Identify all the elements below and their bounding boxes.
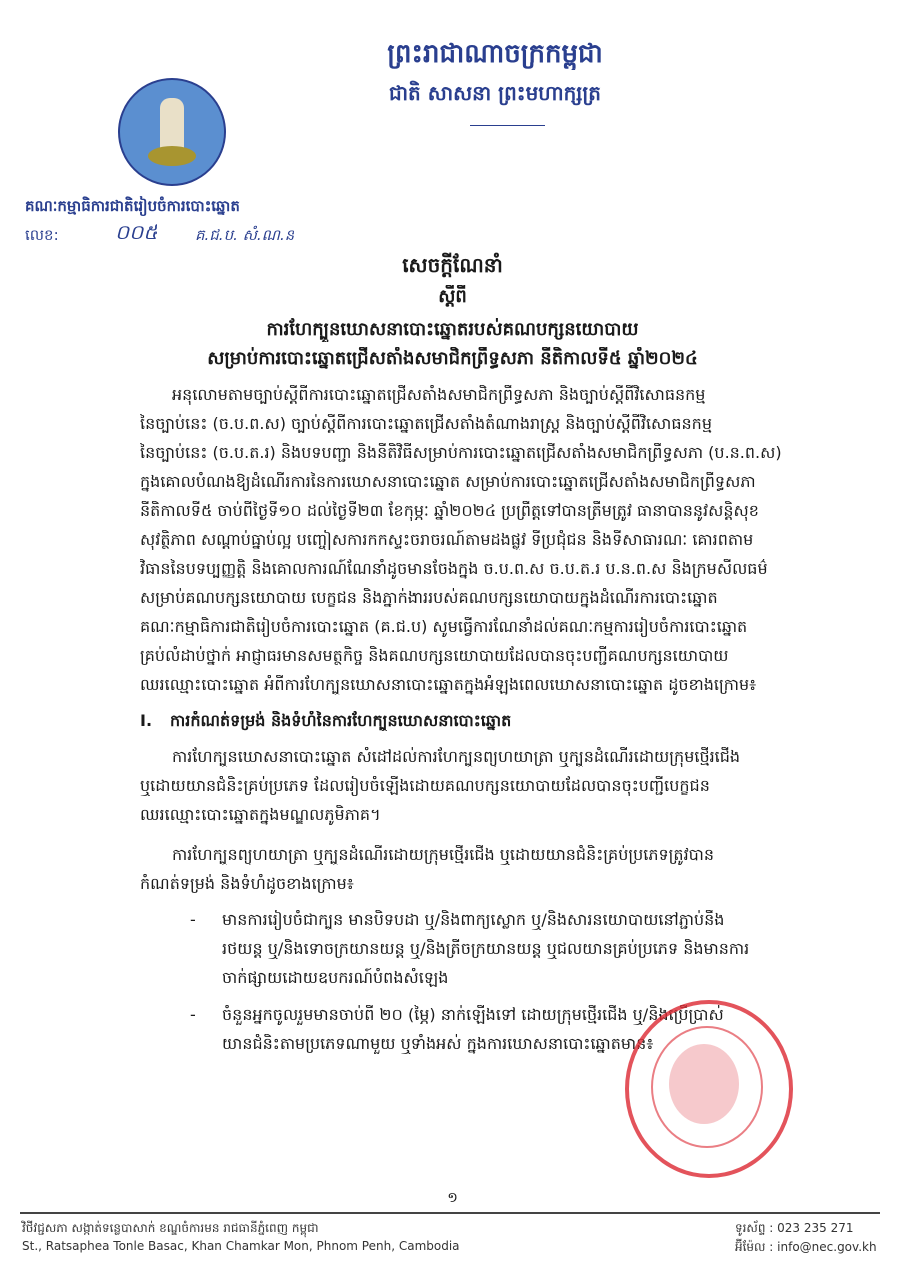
ref-number: ០០៥	[115, 222, 158, 242]
text-line: ការហែក្បួនឃោសនាបោះឆ្នោត សំដៅដល់ការហែក្បួនព្យុហយាត្រា ឬក្បួនដំណើរដោយក្រុមថ្មើរជើង	[172, 747, 741, 766]
doc-about: ស្តីពី	[438, 286, 467, 307]
official-stamp	[625, 1000, 793, 1178]
section-number: I.	[140, 711, 153, 730]
text-line: នៃច្បាប់នេះ (ច.ប.ត.រ) និងបទបញ្ជា និងនីតិវិធីសម្រាប់ការបោះឆ្នោតជ្រើសតាំងសមាជិកព្រឹទ្ធសភា (ប.ន.ព.ស)	[140, 443, 782, 462]
footer-address-kh: វិថីវជ្ជសភា សង្កាត់ទន្លេបាសាក់ ខណ្ឌចំការមន រាជធានីភ្នំពេញ កម្ពុជា	[22, 1221, 319, 1235]
text-line: ក្នុងគោលបំណងឱ្យដំណើរការនៃការឃោសនាបោះឆ្នោត សម្រាប់ការបោះឆ្នោតជ្រើសតាំងសមាជិកព្រឹទ្ធសភា	[140, 472, 756, 491]
doc-subject-2: សម្រាប់ការបោះឆ្នោតជ្រើសតាំងសមាជិកព្រឹទ្ធសភា នីតិកាលទី៥ ឆ្នាំ២០២៤	[207, 348, 698, 369]
text-line: អនុលោមតាមច្បាប់ស្តីពីការបោះឆ្នោតជ្រើសតាំងសមាជិកព្រឹទ្ធសភា និងច្បាប់ស្តីពីវិសោធនកម្ម	[172, 385, 706, 404]
doc-subject-1: ការហែក្បួនឃោសនាបោះឆ្នោតរបស់គណបក្សនយោបាយ	[266, 319, 639, 340]
ornament-divider	[470, 125, 545, 126]
phone-label: ទូរស័ព្ទ :	[735, 1221, 774, 1235]
bullet-line: ចាក់ផ្សាយដោយឧបករណ៍បំពងសំឡេង	[222, 968, 449, 987]
email-link[interactable]: info@nec.gov.kh	[777, 1240, 877, 1254]
bullet-line: មានការរៀបចំជាក្បួន មានបិទបដា ឬ/និងពាក្យស្លោក ឬ/និងសារនយោបាយនៅភ្ជាប់នឹង	[222, 910, 725, 929]
text-line: ឈរឈ្មោះបោះឆ្នោត អំពីការហែក្បួនឃោសនាបោះឆ្នោតក្នុងអំឡុងពេលឃោសនាបោះឆ្នោត ដូចខាងក្រោម៖	[140, 675, 757, 694]
text-line: វិធាននៃបទប្បញ្ញត្តិ និងគោលការណ៍ណែនាំដូចមានចែងក្នុង ច.ប.ព.ស ច.ប.ត.រ ប.ន.ព.ស និងក្រមសីលធម៌	[140, 559, 768, 578]
text-line: កំណត់ទម្រង់ និងទំហំដូចខាងក្រោម៖	[140, 874, 354, 893]
text-line: គ្រប់លំដាប់ថ្នាក់ អាជ្ញាធរមានសមត្ថកិច្ច និងគណបក្សនយោបាយដែលបានចុះបញ្ជីគណបក្សនយោបាយ	[140, 646, 729, 665]
phone-number: 023 235 271	[777, 1221, 854, 1235]
bullet-line: ចំនួនអ្នកចូលរួមមានចាប់ពី ២០ (ម្ភៃ) នាក់ឡើងទៅ ដោយក្រុមថ្មើរជើង ឬ/និងប្រើប្រាស់	[222, 1005, 724, 1024]
ref-label: លេខ:	[25, 226, 59, 244]
doc-type: សេចក្តីណែនាំ	[402, 253, 503, 277]
footer-address-en: St., Ratsaphea Tonle Basac, Khan Chamkar Mon, Phnom Penh, Cambodia	[22, 1239, 460, 1253]
national-motto: ជាតិ សាសនា ព្រះមហាក្សត្រ	[389, 81, 601, 105]
logo-figure	[160, 98, 184, 153]
footer-divider	[20, 1212, 880, 1214]
bullet-marker: -	[190, 910, 196, 929]
bullet-line: រថយន្ត ឬ/និងទោចក្រយានយន្ត ឬ/និងត្រីចក្រយានយន្ត ឬជលយានគ្រប់ប្រភេទ និងមានការ	[222, 939, 750, 958]
bullet-marker: -	[190, 1005, 196, 1024]
stamp-emblem	[669, 1044, 739, 1124]
text-line: សម្រាប់គណបក្សនយោបាយ បេក្ខជន និងភ្នាក់ងាររបស់គណបក្សនយោបាយក្នុងដំណើរការបោះឆ្នោត	[140, 588, 718, 607]
logo-turtle	[148, 146, 196, 166]
text-line: គណៈកម្មាធិការជាតិរៀបចំការបោះឆ្នោត (គ.ជ.ប) សូមធ្វើការណែនាំដល់គណៈកម្មការរៀបចំការបោះឆ្នោត	[140, 617, 748, 636]
nec-logo	[118, 78, 226, 186]
section-heading: ការកំណត់ទម្រង់ និងទំហំនៃការហែក្បួនឃោសនាបោះឆ្នោត	[170, 711, 512, 730]
org-name: គណៈកម្មាធិការជាតិរៀបចំការបោះឆ្នោត	[25, 197, 240, 215]
email-label: អ៊ីម៉ែល :	[735, 1240, 774, 1254]
kingdom-title: ព្រះរាជាណាចក្រកម្ពុជា	[387, 39, 603, 69]
text-line: នៃច្បាប់នេះ (ច.ប.ព.ស) ច្បាប់ស្តីពីការបោះឆ្នោតជ្រើសតាំងតំណាងរាស្ត្រ និងច្បាប់ស្តីពីវិសោធនកម្ម	[140, 414, 712, 433]
bullet-line: យានជំនិះតាមប្រភេទណាមួយ ឬទាំងអស់ ក្នុងការឃោសនាបោះឆ្នោតមាន៖	[222, 1034, 654, 1053]
text-line: សុវត្ថិភាព សណ្តាប់ធ្នាប់ល្អ បញ្ចៀសការកកស្ទះចរាចរណ៍តាមដងផ្លូវ ទីប្រជុំជន និងទីសាធារណៈ គោរពតាម	[140, 530, 754, 549]
ref-code: គ.ជ.ប. សំ.ណ.ន	[195, 226, 295, 244]
text-line: ការហែក្បួនព្យុហយាត្រា ឬក្បួនដំណើរដោយក្រុមថ្មើរជើង ឬដោយយានជំនិះគ្រប់ប្រភេទត្រូវបាន	[172, 845, 715, 864]
text-line: នីតិកាលទី៥ ចាប់ពីថ្ងៃទី១០ ដល់ថ្ងៃទី២៣ ខែកុម្ភៈ ឆ្នាំ២០២៤ ប្រព្រឹត្តទៅបានត្រឹមត្រូវ ធានាបាននូវសន្តិសុខ	[140, 501, 759, 520]
text-line: ឈរឈ្មោះបោះឆ្នោតក្នុងមណ្ឌលភូមិភាគ។	[140, 805, 381, 824]
text-line: ឬដោយយានជំនិះគ្រប់ប្រភេទ ដែលរៀបចំឡើងដោយគណបក្សនយោបាយដែលបានចុះបញ្ជីបេក្ខជន	[140, 776, 710, 795]
page-number: ១	[447, 1190, 458, 1206]
